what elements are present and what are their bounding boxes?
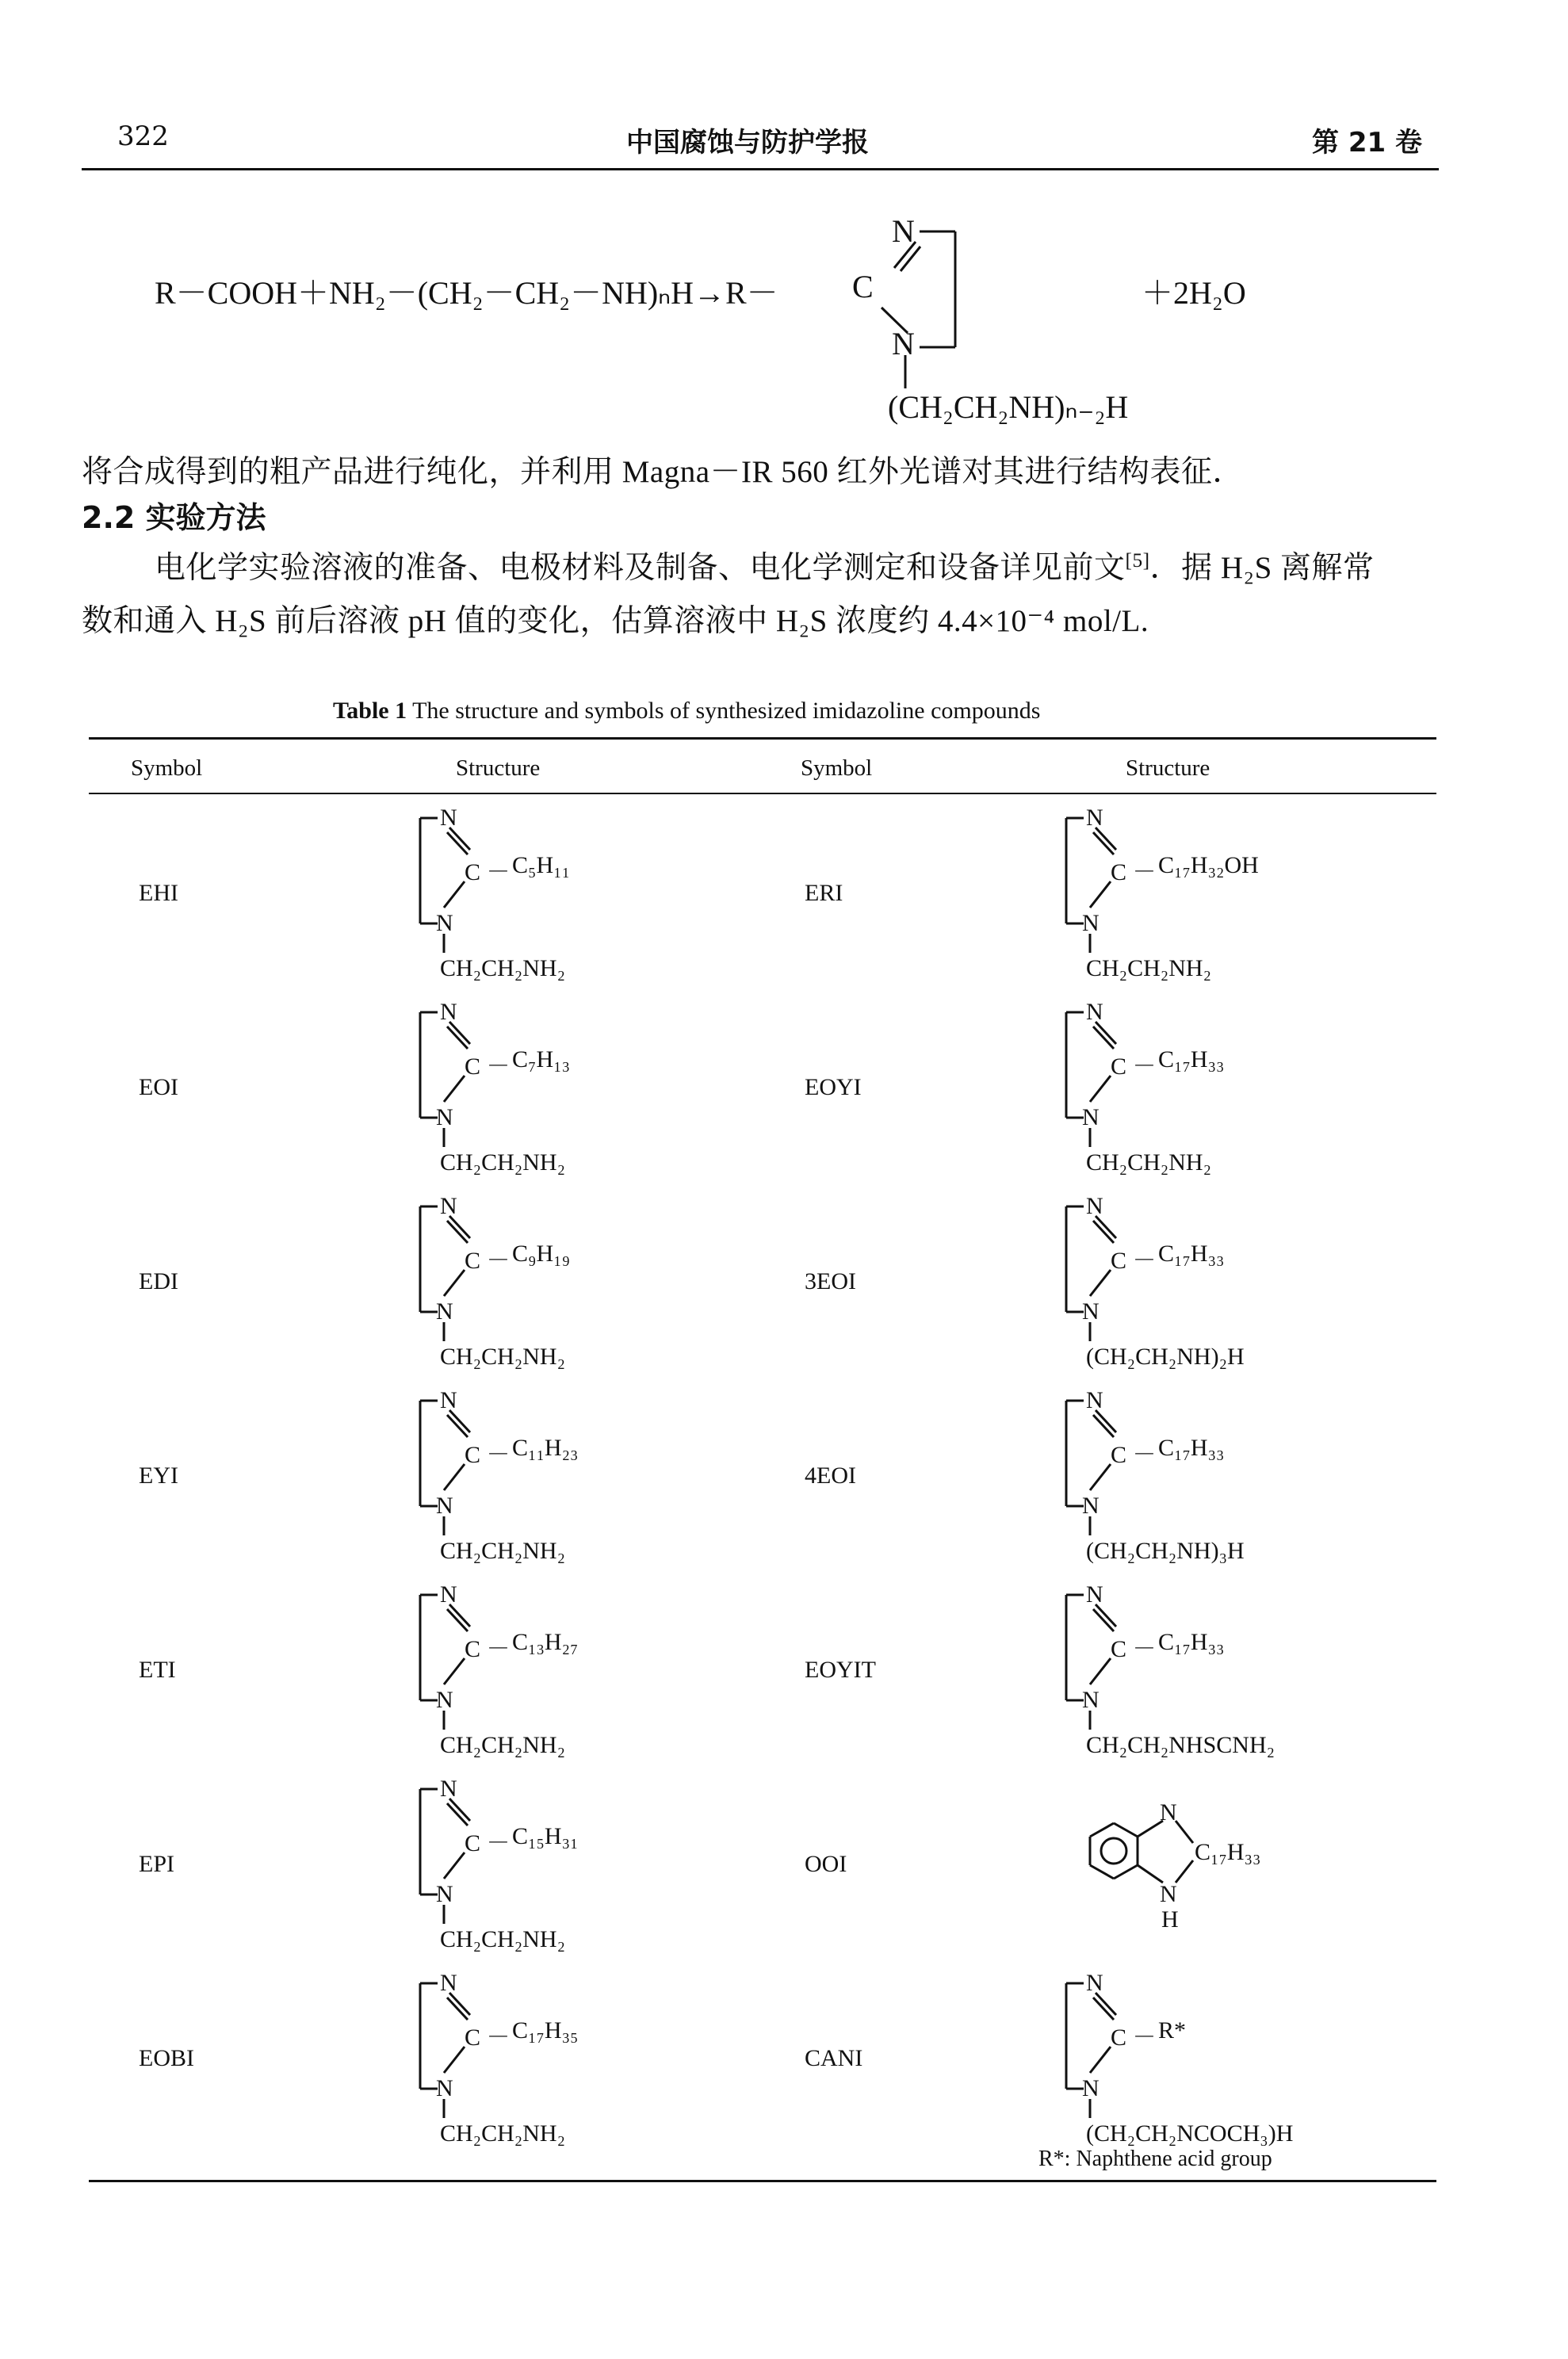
col-header-structure-2: Structure <box>1126 755 1210 781</box>
ring-n-bottom: N <box>436 2075 453 2101</box>
structure-drawing <box>412 1970 682 2156</box>
ring-n-top: N <box>440 1581 457 1608</box>
substituent-tail: (CH₂CH₂NCOCH₃)H <box>1086 2120 1294 2147</box>
paragraph-method-text: 电化学实验溶液的准备、电极材料及制备、电化学测定和设备详见前文 <box>155 551 1126 585</box>
compound-symbol: 4EOI <box>805 1462 856 1489</box>
reaction-arrow: → <box>694 275 725 311</box>
table-bottom-rule <box>89 2180 1436 2182</box>
structure-bonds <box>1058 1780 1328 1962</box>
ring-n-top: N <box>440 1387 457 1413</box>
table-top-rule <box>89 737 1436 740</box>
compound-symbol: EOYI <box>805 1074 862 1100</box>
compound-symbol: OOI <box>805 1851 847 1877</box>
ring-n-top: N <box>1086 805 1103 831</box>
ring-c: C － <box>465 859 511 885</box>
substituent-r: C₁₅H₃₁ <box>512 1823 579 1849</box>
table-caption <box>333 698 1040 725</box>
compound-symbol: ETI <box>139 1657 176 1683</box>
ring-n-top: N <box>1086 1581 1103 1608</box>
compound-symbol: EYI <box>139 1462 178 1489</box>
compound-symbol: EOBI <box>139 2045 194 2071</box>
ring-n-top: N <box>440 1776 457 1802</box>
ring-c: C － <box>1111 1442 1157 1468</box>
header-rule <box>82 168 1439 170</box>
paragraph-method-line1 <box>155 543 1375 587</box>
ring-n-bottom: N <box>436 1881 453 1907</box>
substituent-r: C₁₇H₃₃ <box>1158 1046 1225 1072</box>
volume-label: 第 21 卷 <box>1312 127 1422 159</box>
substituent-tail: CH₂CH₂NH₂ <box>440 1926 566 1952</box>
substituent-tail: (CH₂CH₂NH)₂H <box>1086 1344 1245 1370</box>
compound-symbol: CANI <box>805 2045 863 2071</box>
ring-n-top: N <box>1086 1387 1103 1413</box>
ring-c: C － <box>1111 1053 1157 1080</box>
ring-c: C － <box>465 1830 511 1856</box>
substituent-r: C₁₇H₃₃ <box>1158 1241 1225 1267</box>
paragraph-synthesis: 将合成得到的粗产品进行纯化，并利用 Magna－IR 560 红外光谱对其进行结构表征． <box>82 455 1245 489</box>
substituent-r: C₁₇H₃₃ <box>1195 1839 1261 1865</box>
ring-n-top: N <box>1086 1970 1103 1996</box>
substituent-tail: CH₂CH₂NH₂ <box>440 955 566 981</box>
ring-n-bottom: N <box>1082 1104 1100 1130</box>
ring-n-top: N <box>1086 1193 1103 1219</box>
ring-h: H <box>1161 1906 1179 1933</box>
ring-n-bottom: N <box>1082 1687 1100 1713</box>
substituent-r: C₅H₁₁ <box>512 852 571 878</box>
ring-c: C － <box>1111 2024 1157 2051</box>
ring-n-bottom: N <box>436 1298 453 1325</box>
ring-c: C － <box>465 1636 511 1662</box>
structure-drawing <box>412 1387 682 1573</box>
reaction-water: ＋2H₂O <box>1142 275 1246 311</box>
reaction-ring-bonds <box>840 214 967 396</box>
substituent-r: C₉H₁₉ <box>512 1241 571 1267</box>
section-heading: 2.2 实验方法 <box>82 500 266 535</box>
reaction-ring-c: C <box>852 269 874 304</box>
reaction-product-prefix: R－ <box>725 275 778 311</box>
compound-symbol: EDI <box>139 1268 178 1294</box>
substituent-r: C₁₇H₃₅ <box>512 2017 579 2044</box>
ring-n-bottom: N <box>436 1687 453 1713</box>
structure-drawing <box>412 1776 682 1962</box>
reaction-lhs <box>155 268 778 313</box>
table-footnote: R*: Naphthene acid group <box>1038 2147 1272 2171</box>
col-header-symbol-2: Symbol <box>801 755 873 781</box>
structure-drawing <box>1058 999 1328 1185</box>
citation-ref: [5] <box>1125 549 1150 572</box>
compound-symbol: EPI <box>139 1851 174 1877</box>
table-caption-text: The structure and symbols of synthesized imidazoline compounds <box>412 698 1041 724</box>
ring-n-bottom: N <box>1082 910 1100 936</box>
substituent-tail: (CH₂CH₂NH)₃H <box>1086 1538 1245 1564</box>
ring-n-top: N <box>440 999 457 1025</box>
compound-symbol: 3EOI <box>805 1268 856 1294</box>
substituent-tail: CH₂CH₂NH₂ <box>1086 1149 1212 1176</box>
ring-n-bottom: N <box>1082 2075 1100 2101</box>
journal-title: 中国腐蚀与防护学报 <box>626 127 869 159</box>
substituent-tail: CH₂CH₂NH₂ <box>440 1732 566 1758</box>
ring-n-bottom: N <box>436 1493 453 1519</box>
structure-drawing <box>1058 1193 1328 1379</box>
table-caption-label: Table 1 <box>333 698 407 724</box>
ring-c: C － <box>1111 1248 1157 1274</box>
ring-c: C － <box>1111 859 1157 885</box>
substituent-r: C₁₇H₃₃ <box>1158 1435 1225 1461</box>
ring-n-bottom: N <box>1082 1493 1100 1519</box>
structure-drawing <box>412 1193 682 1379</box>
paragraph-method-tail: ．据 H₂S 离解常 <box>1149 551 1375 585</box>
structure-drawing <box>1058 1581 1328 1768</box>
ring-n-top: N <box>440 1193 457 1219</box>
substituent-r: C₁₇H₃₂OH <box>1158 852 1259 878</box>
compound-symbol: EOI <box>139 1074 178 1100</box>
substituent-tail: CH₂CH₂NH₂ <box>440 1344 566 1370</box>
ring-n-top: N <box>440 1970 457 1996</box>
ring-c: C － <box>1111 1636 1157 1662</box>
structure-drawing <box>1058 805 1328 991</box>
substituent-r: C₁₇H₃₃ <box>1158 1629 1225 1655</box>
table-header-rule <box>89 793 1436 794</box>
reaction-reactants: R－COOH＋NH₂－(CH₂－CH₂－NH)ₙH <box>155 275 694 311</box>
reaction-ring-n-bottom: N <box>892 326 915 361</box>
compound-symbol: EOYIT <box>805 1657 876 1683</box>
substituent-tail: CH₂CH₂NHSCNH₂ <box>1086 1732 1275 1758</box>
ring-n-bottom: N <box>1160 1881 1177 1907</box>
substituent-tail: CH₂CH₂NH₂ <box>440 1149 566 1176</box>
structure-drawing <box>412 999 682 1185</box>
compound-symbol: ERI <box>805 880 843 906</box>
ring-n-bottom: N <box>436 910 453 936</box>
substituent-r: C₇H₁₃ <box>512 1046 571 1072</box>
substituent-r: R* <box>1158 2017 1187 2044</box>
ring-n-top: N <box>1086 999 1103 1025</box>
structure-drawing <box>1058 1780 1328 1962</box>
ring-n-top: N <box>1160 1799 1177 1826</box>
substituent-tail: CH₂CH₂NH₂ <box>440 1538 566 1564</box>
ring-n-bottom: N <box>436 1104 453 1130</box>
structure-drawing <box>412 805 682 991</box>
paragraph-method-line2: 数和通入 H₂S 前后溶液 pH 值的变化，估算溶液中 H₂S 浓度约 4.4×10⁻⁴ mol/L. <box>82 604 1149 638</box>
ring-n-top: N <box>440 805 457 831</box>
reaction-ring-n-top: N <box>892 213 915 249</box>
ring-c: C － <box>465 2024 511 2051</box>
structure-drawing <box>1058 1387 1328 1573</box>
col-header-structure-1: Structure <box>456 755 541 781</box>
substituent-tail: CH₂CH₂NH₂ <box>1086 955 1212 981</box>
substituent-r: C₁₃H₂₇ <box>512 1629 579 1655</box>
reaction-ring-substituent: (CH₂CH₂NH)ₙ₋₂H <box>888 389 1129 425</box>
substituent-r: C₁₁H₂₃ <box>512 1435 579 1461</box>
col-header-symbol-1: Symbol <box>131 755 203 781</box>
structure-drawing <box>412 1581 682 1768</box>
ring-c: C － <box>465 1053 511 1080</box>
ring-c: C － <box>465 1442 511 1468</box>
ring-n-bottom: N <box>1082 1298 1100 1325</box>
compound-symbol: EHI <box>139 880 178 906</box>
structure-drawing <box>1058 1970 1328 2156</box>
page-number: 322 <box>117 120 169 152</box>
substituent-tail: CH₂CH₂NH₂ <box>440 2120 566 2147</box>
ring-c: C － <box>465 1248 511 1274</box>
